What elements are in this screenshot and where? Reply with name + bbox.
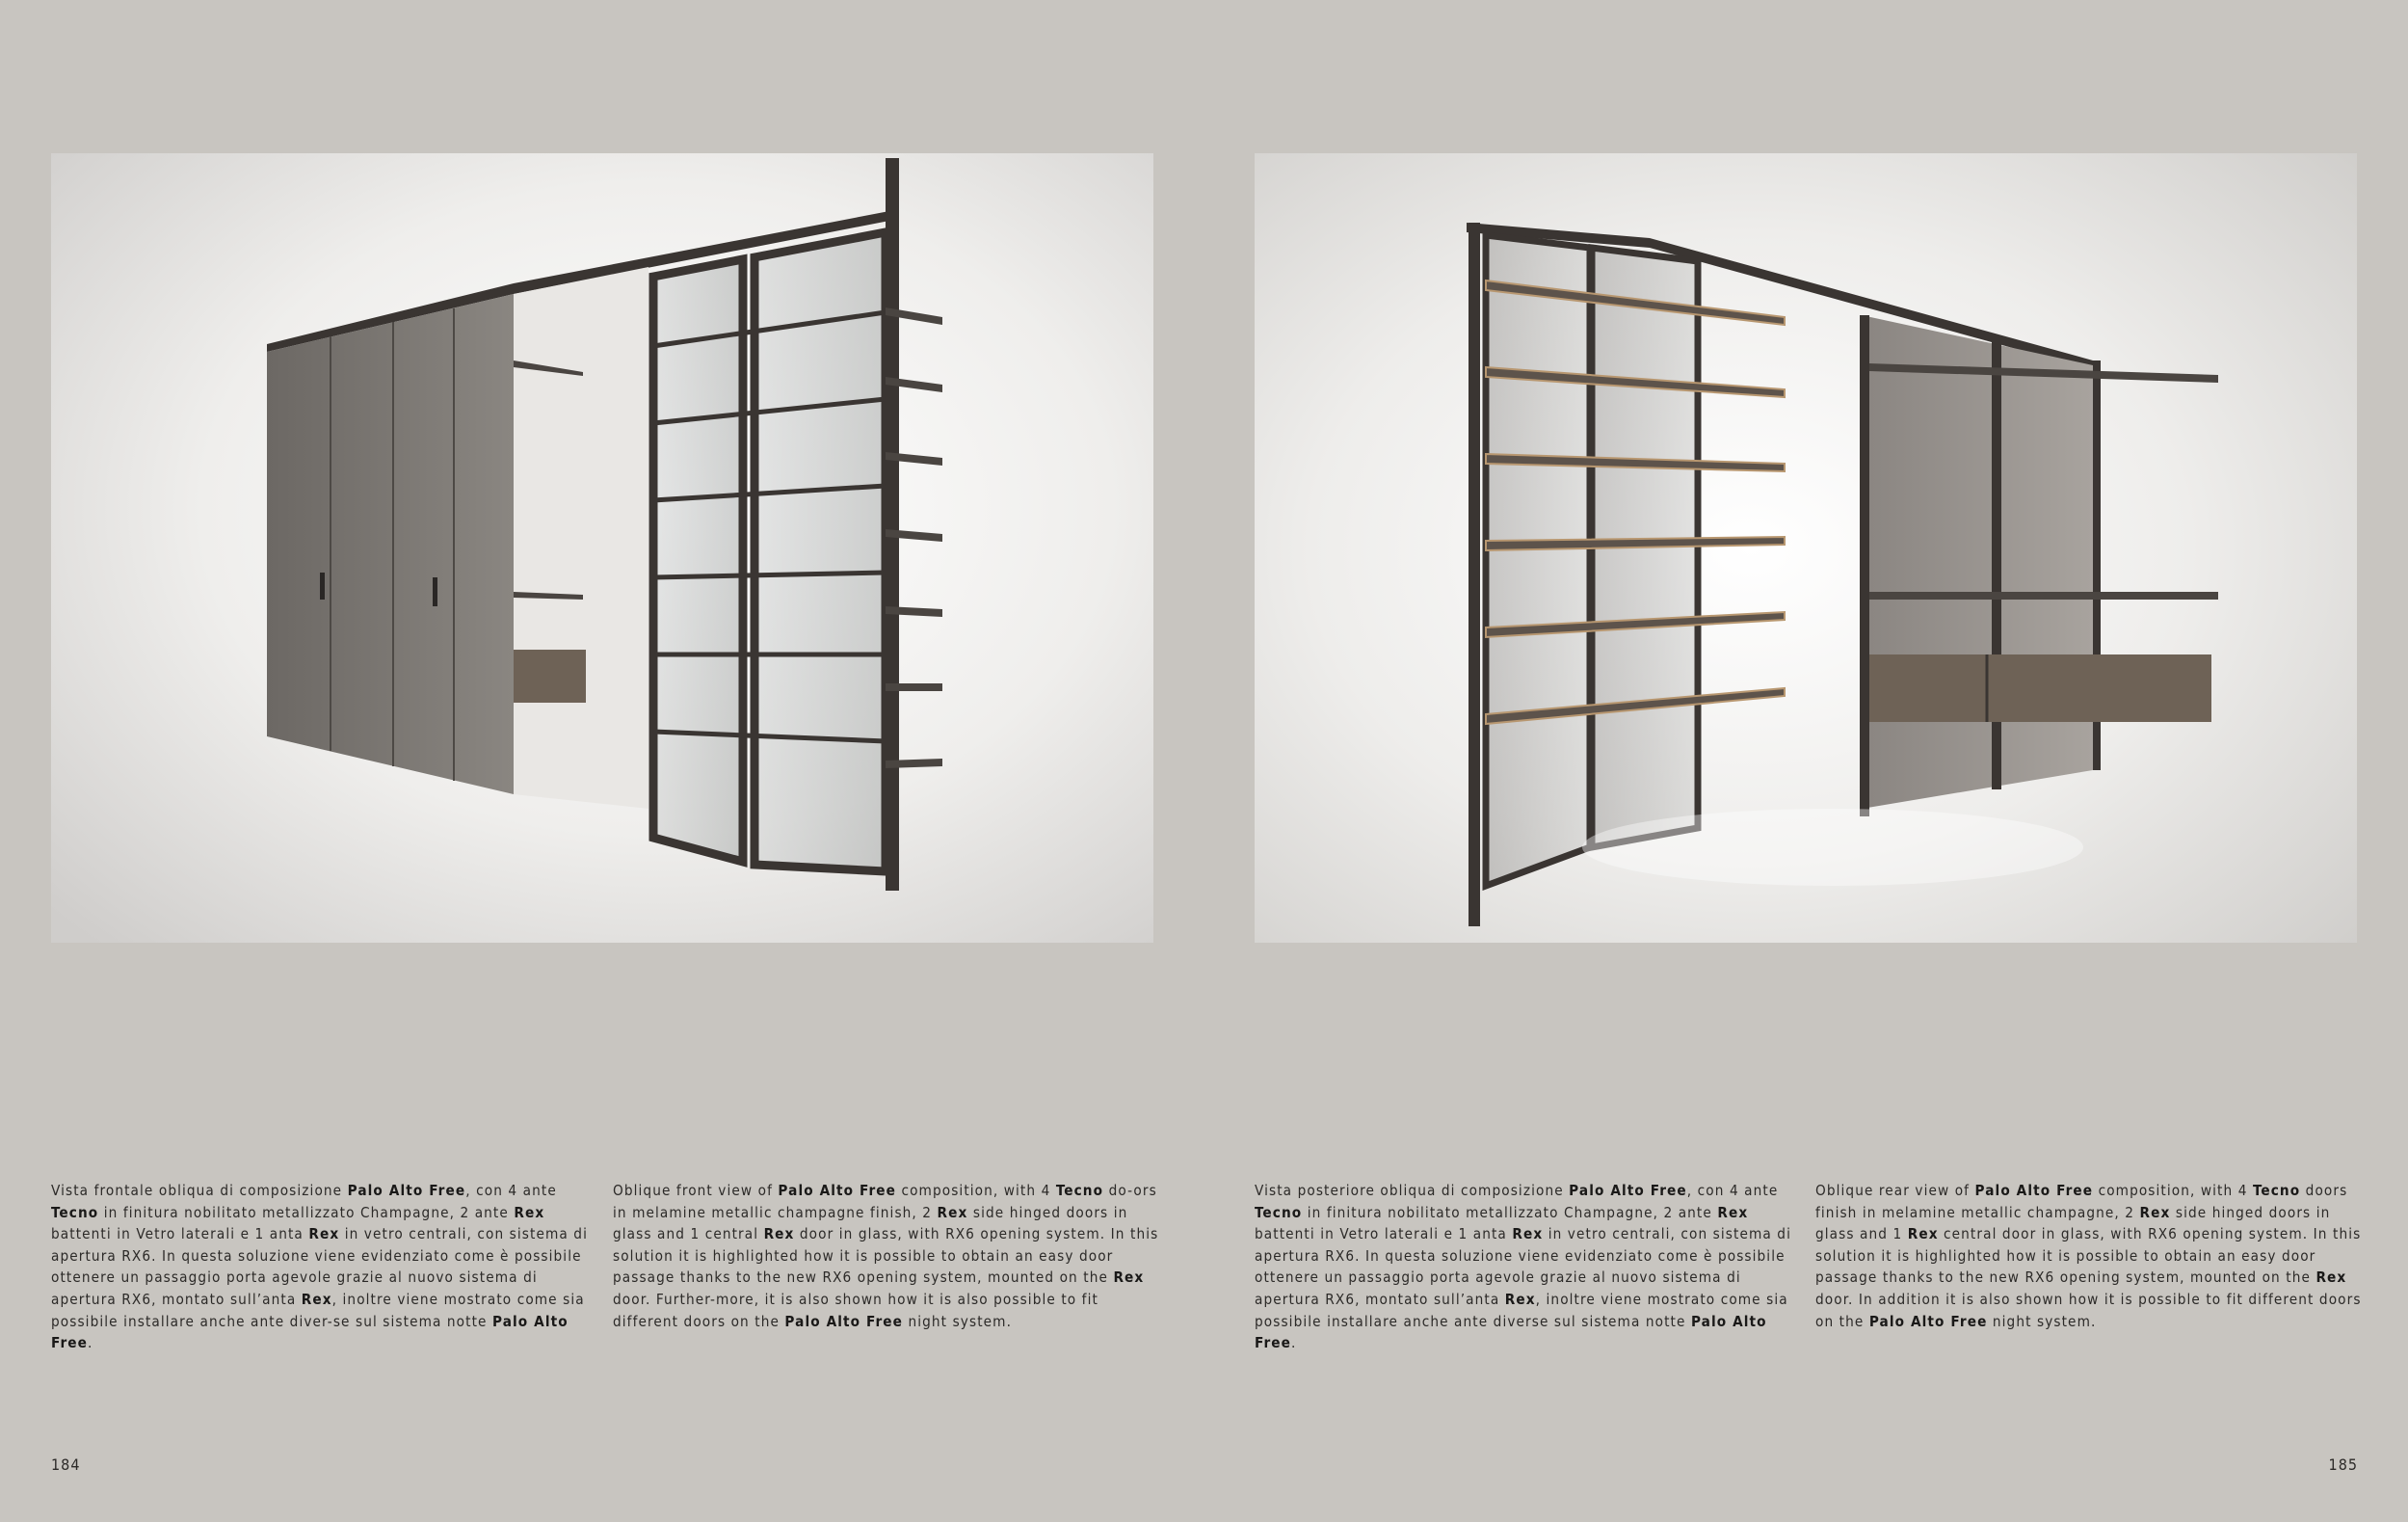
caption-english-left: Oblique front view of Palo Alto Free composition, with 4 Tecno do-ors in melamine metallic champagne finish, 2 Rex side hinged doors in glass and 1 central Rex door in glass, with RX6 opening system. In this solution it is highlighted how it is possible to obtain an easy door passage thanks to the new RX6 opening system, mounted on the Rex door. Further-more, it is also shown how it is also possible to fit different doors on the Palo Alto Free night system.	[613, 1182, 1159, 1330]
page-number-left: 184	[51, 1455, 81, 1474]
caption-italian-left: Vista frontale obliqua di composizione Palo Alto Free, con 4 ante Tecno in finitura nobilitato metallizzato Champagne, 2 ante Rex battenti in Vetro laterali e 1 anta Rex in vetro centrali, con sistema di apertura RX6. In questa soluzione viene evidenziato come è possibile ottenere un passaggio porta agevole grazie al nuovo sistema di apertura RX6, montato sull’anta Rex, inoltre viene mostrato come sia possibile installare anche ante diver-se sul sistema notte Palo Alto Free.	[51, 1182, 588, 1352]
page-number-right: 185	[2328, 1455, 2358, 1474]
wardrobe-rear-view-image	[1255, 153, 2357, 943]
wardrobe-front-view-image	[51, 153, 1153, 943]
caption-english-right: Oblique rear view of Palo Alto Free composition, with 4 Tecno doors finish in melamine metallic champagne, 2 Rex side hinged doors in glass and 1 Rex central door in glass, with RX6 opening system. In this solution it is highlighted how it is possible to obtain an easy door passage thanks to the new RX6 opening system, mounted on the Rex door. In addition it is also shown how it is possible to fit different doors on the Palo Alto Free night system.	[1815, 1182, 2362, 1330]
caption-italian-right: Vista posteriore obliqua di composizione Palo Alto Free, con 4 ante Tecno in finitura nobilitato metallizzato Champagne, 2 ante Rex battenti in Vetro laterali e 1 anta Rex in vetro centrali, con sistema di apertura RX6. In questa soluzione viene evidenziato come è possibile ottenere un passaggio porta agevole grazie al nuovo sistema di apertura RX6, montato sull’anta Rex, inoltre viene mostrato come sia possibile installare anche ante diverse sul sistema notte Palo Alto Free.	[1255, 1182, 1791, 1352]
